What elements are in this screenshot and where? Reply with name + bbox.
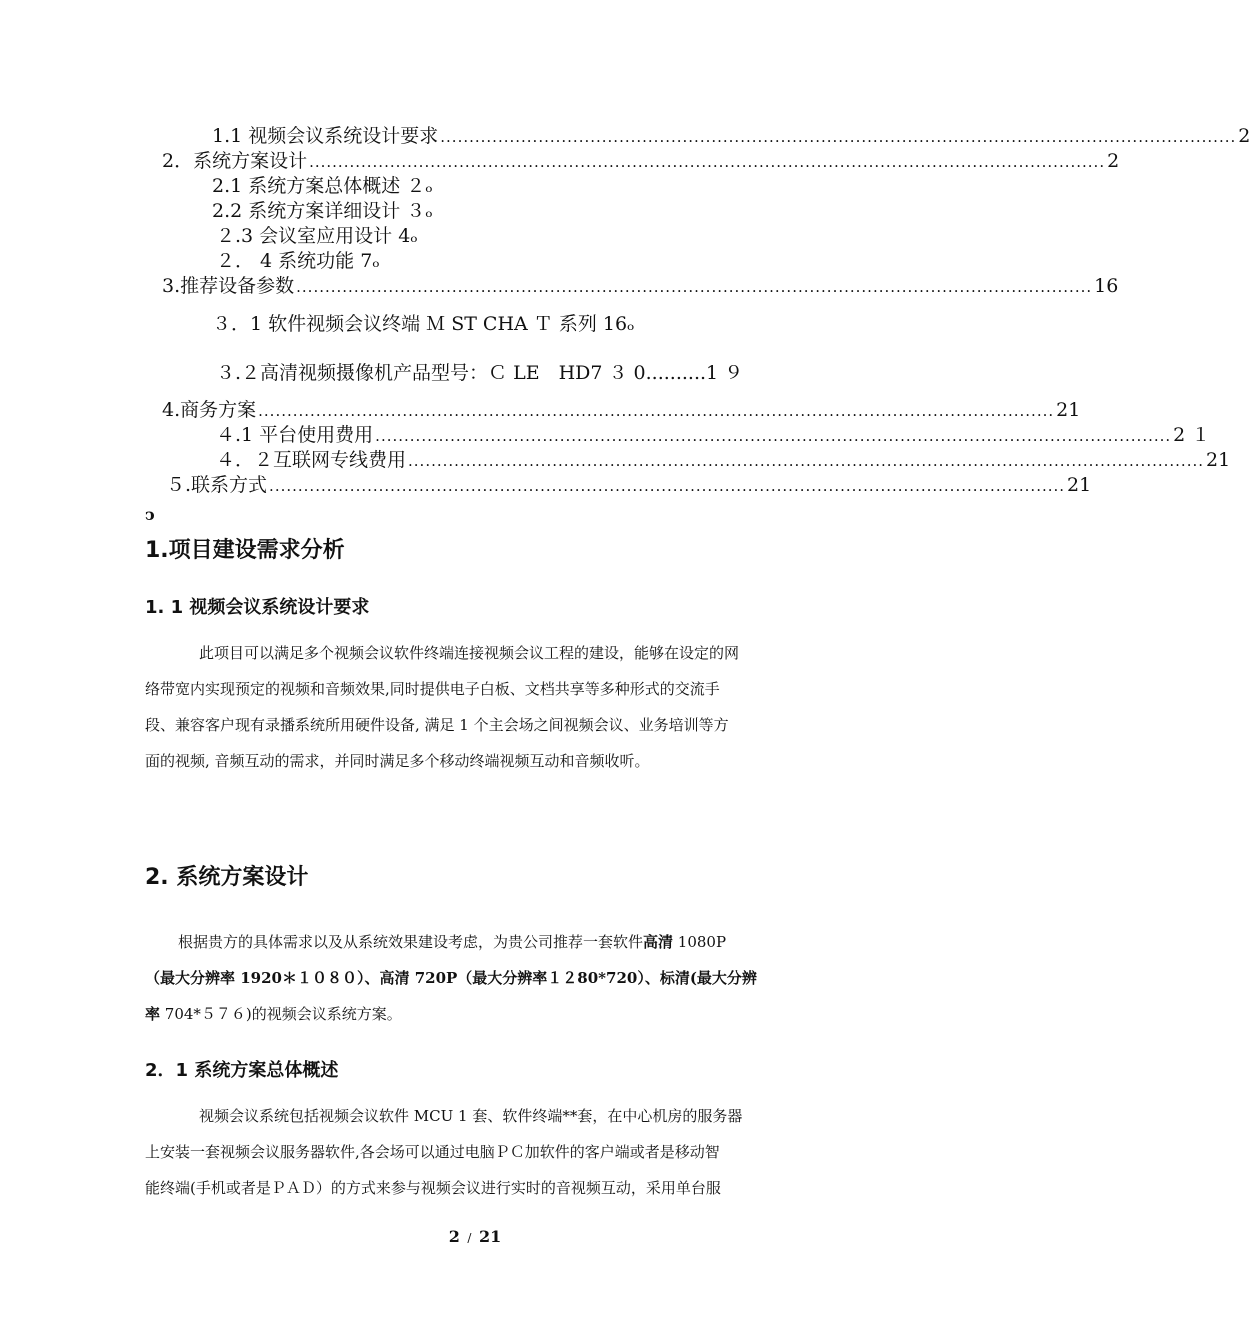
toc-entry-text: 2．系统方案设计 bbox=[162, 150, 308, 172]
toc-entry[interactable] bbox=[216, 423, 1211, 447]
paragraph-line: 段、兼容客户现有录播系统所用硬件设备, 满足 1 个主会场之间视频会议、业务培训等方 bbox=[145, 716, 729, 734]
toc-entry[interactable] bbox=[166, 473, 1092, 497]
toc-entry-page: 21 bbox=[1067, 474, 1092, 496]
toc-entry-text[interactable]: ３.２高清视频摄像机产品型号：Ｃ LE HD7 ３ 0..........1 ９ bbox=[216, 362, 744, 384]
toc-leader-dots: .......................................................................................................................................... bbox=[258, 402, 1055, 420]
toc-leader-dots: .......................................................................................................................................... bbox=[309, 153, 1106, 171]
current-page: 2 bbox=[448, 1227, 460, 1246]
bold-text: 高清 bbox=[643, 933, 674, 951]
toc-entry-page: 16 bbox=[1094, 275, 1119, 297]
bold-text: 率 bbox=[145, 1005, 161, 1023]
toc-entry-page: 2 bbox=[1238, 125, 1250, 147]
toc-entry-text: ４.1 平台使用费用 bbox=[216, 424, 374, 446]
toc-entry[interactable] bbox=[162, 149, 1120, 173]
toc-entry-text: ５.联系方式 bbox=[166, 474, 268, 496]
page-number-footer bbox=[0, 1227, 950, 1246]
total-pages: 21 bbox=[479, 1227, 502, 1246]
paragraph-line: 上安装一套视频会议服务器软件,各会场可以通过电脑ＰＣ加软件的客户端或者是移动智 bbox=[145, 1143, 720, 1161]
paragraph-line: 能终端(手机或者是ＰＡＤ）的方式来参与视频会议进行实时的音视频互动，采用单台服 bbox=[145, 1179, 721, 1197]
toc-entry-text[interactable]: 2.2 系统方案详细设计 ３ₒ bbox=[212, 200, 433, 222]
toc-entry-text[interactable]: ２． 4 系统功能 7ₒ bbox=[216, 250, 380, 272]
toc-leader-dots: .......................................................................................................................................... bbox=[296, 278, 1093, 296]
toc-entry[interactable] bbox=[216, 448, 1231, 472]
toc-entry-text: 3.推荐设备参数 bbox=[162, 275, 295, 297]
paragraph-line: 此项目可以满足多个视频会议软件终端连接视频会议工程的建设，能够在设定的网 bbox=[199, 644, 740, 662]
toc-end-mark: ↄ bbox=[145, 505, 155, 524]
toc-entry[interactable] bbox=[162, 274, 1119, 298]
paragraph-text: 1080P bbox=[673, 933, 727, 951]
section-2-heading: 2. 系统方案设计 bbox=[145, 865, 309, 890]
section-2-intro-paragraph bbox=[145, 924, 805, 1032]
toc-entry-page: 21 bbox=[1056, 399, 1081, 421]
section-1-heading: 1.项目建设需求分析 bbox=[145, 538, 345, 563]
toc-leader-dots: .......................................................................................................................................... bbox=[375, 427, 1172, 445]
toc-entry-text[interactable]: ２.3 会议室应用设计 4ₒ bbox=[216, 225, 418, 247]
paragraph-line: 络带宽内实现预定的视频和音频效果,同时提供电子白板、文档共享等多种形式的交流手 bbox=[145, 680, 720, 698]
paragraph-line: 视频会议系统包括视频会议软件 MCU 1 套、软件终端**套，在中心机房的服务器 bbox=[199, 1107, 743, 1125]
section-1-1-paragraph bbox=[145, 635, 805, 779]
toc-entry-text: 1.1 视频会议系统设计要求 bbox=[212, 125, 439, 147]
toc-entry-text[interactable]: 2.1 系统方案总体概述 ２ₒ bbox=[212, 175, 433, 197]
toc-entry-page: 2 bbox=[1107, 150, 1120, 172]
section-2-1-paragraph bbox=[145, 1098, 805, 1206]
paragraph-text: 704*５７６)的视频会议系统方案。 bbox=[160, 1005, 402, 1023]
toc-leader-dots: .......................................................................................................................................... bbox=[440, 128, 1237, 146]
toc-entry[interactable] bbox=[162, 398, 1081, 422]
subsection-2-1-heading: 2．1 系统方案总体概述 bbox=[145, 1060, 339, 1081]
paragraph-line: （最大分辨率 1920＊１０８０）、高清 720P（最大分辨率１２80*720）、标清(最大分辨 bbox=[145, 969, 757, 987]
toc-entry-page: 2 １ bbox=[1173, 424, 1211, 446]
toc-entry[interactable] bbox=[212, 124, 1250, 148]
paragraph-line: 面的视频, 音频互动的需求，并同时满足多个移动终端视频互动和音频收听。 bbox=[145, 752, 650, 770]
subsection-1-1-heading: 1. 1 视频会议系统设计要求 bbox=[145, 597, 370, 618]
paragraph-text: 根据贵方的具体需求以及从系统效果建设考虑，为贵公司推荐一套软件 bbox=[178, 933, 644, 951]
toc-entry-page: 21 bbox=[1206, 449, 1231, 471]
toc-entry-text: ４．２互联网专线费用 bbox=[216, 449, 407, 471]
page-separator: / bbox=[467, 1231, 472, 1245]
toc-leader-dots: .......................................................................................................................................... bbox=[269, 477, 1066, 495]
toc-leader-dots: .......................................................................................................................................... bbox=[408, 452, 1205, 470]
toc-entry-text: 4.商务方案 bbox=[162, 399, 257, 421]
toc-entry-text[interactable]: ３．1 软件视频会议终端 Ｍ ST CHA Ｔ 系列 16ₒ bbox=[212, 313, 635, 335]
